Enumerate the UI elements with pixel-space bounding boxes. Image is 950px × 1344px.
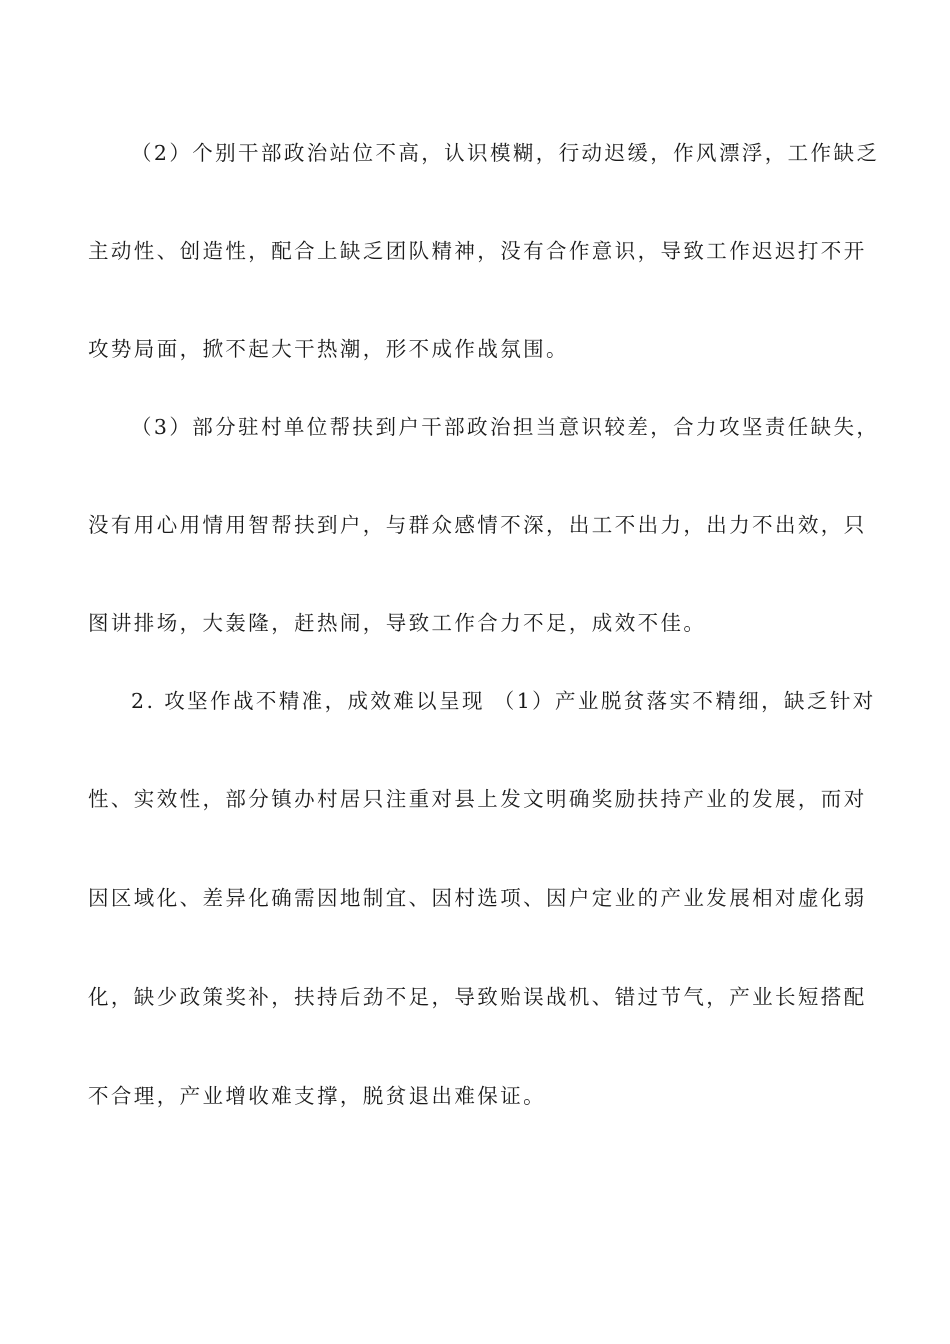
section-2-line-1: 2. 攻坚作战不精准，成效难以呈现 （1）产业脱贫落实不精细，缺乏针对 bbox=[131, 689, 876, 713]
paragraph-2-line-3: 攻势局面，掀不起大干热潮，形不成作战氛围。 bbox=[88, 337, 569, 361]
paragraph-3-line-3: 图讲排场，大轰隆，赶热闹，导致工作合力不足，成效不佳。 bbox=[88, 611, 707, 635]
paragraph-2-line-2: 主动性、创造性，配合上缺乏团队精神，没有合作意识，导致工作迟迟打不开 bbox=[88, 239, 867, 263]
paragraph-2-line-1: （2）个别干部政治站位不高，认识模糊，行动迟缓，作风漂浮，工作缺乏 bbox=[131, 141, 880, 165]
section-2-line-5: 不合理，产业增收难支撑，脱贫退出难保证。 bbox=[88, 1084, 546, 1108]
paragraph-3-line-2: 没有用心用情用智帮扶到户，与群众感情不深，出工不出力，出力不出效，只 bbox=[88, 513, 867, 537]
section-2-line-2: 性、实效性，部分镇办村居只注重对县上发文明确奖励扶持产业的发展，而对 bbox=[88, 787, 867, 811]
paragraph-3-line-1: （3）部分驻村单位帮扶到户干部政治担当意识较差，合力攻坚责任缺失， bbox=[131, 415, 880, 439]
section-2-line-4: 化，缺少政策奖补，扶持后劲不足，导致贻误战机、错过节气，产业长短搭配 bbox=[88, 985, 867, 1009]
section-2-line-3: 因区域化、差异化确需因地制宜、因村选项、因户定业的产业发展相对虚化弱 bbox=[88, 886, 867, 910]
